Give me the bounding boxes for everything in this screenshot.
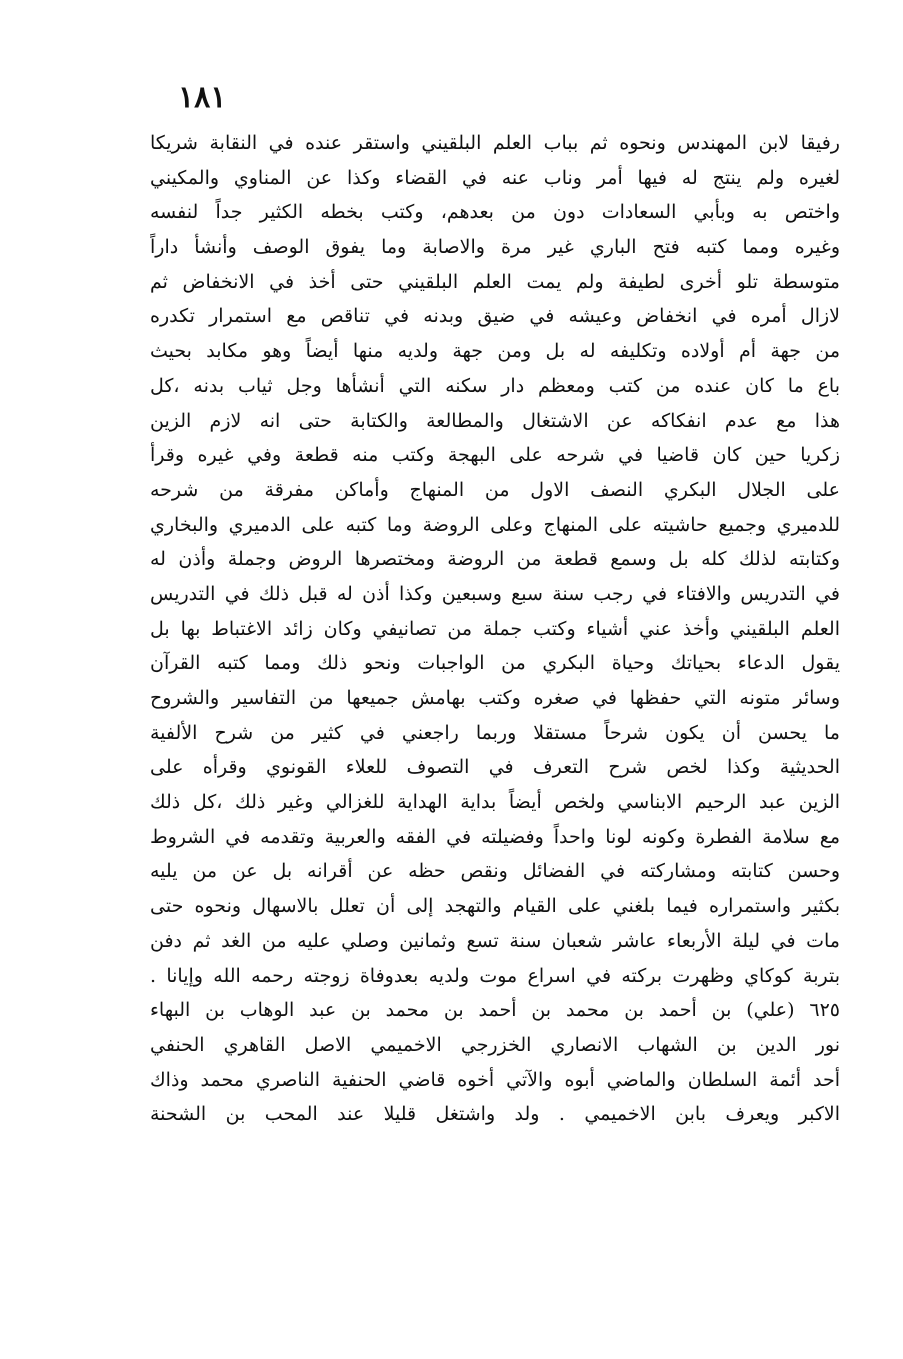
text-line: هذا مع عدم انفكاكه عن الاشتغال والمطالعة والكتابة حتى انه لازم الزين — [150, 409, 840, 432]
text-line: للدميري وجميع حاشيته على المنهاج وعلى الروضة وما كتبه على الدميري والبخاري — [150, 513, 840, 536]
text-line: من جهة أم أولاده وتكليفه له بل ومن جهة ولديه منها أيضاً وهو مكابد بحيث — [150, 340, 840, 363]
text-line: وسائر متونه التي حفظها في صغره وكتب بهامش جميعها من التفاسير والشروح — [150, 687, 840, 709]
text-line: العلم البلقيني وأخذ عني أشياء وكتب جملة من تصانيفي وكان زائد الاغتباط بها بل — [150, 617, 840, 640]
text-line: واختص به وبأبي السعادات دون من بعدهم، وكتب بخطه الكثير جداً لنفسه — [150, 201, 840, 224]
text-line: الزين عبد الرحيم الابناسي ولخص أيضاً بداية الهداية للغزالي وغير ذلك ،كل ذلك — [150, 791, 840, 814]
text-line: أحد أئمة السلطان والماضي أبوه والآتي أخوه قاضي الحنفية الناصري محمد وذاك — [150, 1068, 840, 1091]
text-line: نور الدين بن الشهاب الانصاري الخزرجي الاخميمي الاصل القاهري الحنفي — [150, 1033, 840, 1056]
text-line: باع ما كان عنده من كتب ومعظم دار سكنه التي أنشأها وجل ثياب بدنه ،كل — [150, 374, 840, 397]
text-line: وغيره ومما كتبه فتح الباري غير مرة والاصابة وما يفوق الوصف وأنشأ داراً — [150, 236, 840, 259]
text-line: الاكبر ويعرف بابن الاخميمي . ولد واشتغل قليلا عند المحب بن الشحنة — [150, 1103, 840, 1126]
text-line: متوسطة تلو أخرى لطيفة ولم يمت العلم البلقيني حتى أخذ في الانخفاض ثم — [150, 270, 840, 293]
page-number: ١٨١ — [178, 80, 227, 115]
text-line: مات في ليلة الأربعاء عاشر شعبان سنة تسع وثمانين وصلي عليه من الغد ثم دفن — [150, 929, 840, 952]
text-line: في التدريس والافتاء في رجب سنة سبع وسبعين وكذا أذن له قبل ذلك في التدريس — [150, 582, 840, 605]
text-line: زكريا حين كان قاضيا في شرحه على البهجة وكتب منه قطعة وفي غيره وقرأ — [150, 444, 840, 467]
text-line: بتربة كوكاي وظهرت بركته في اسراع موت ولديه بعدوفاة زوجته رحمه الله وإيانا . — [150, 964, 840, 987]
text-line: ما يحسن أن يكون شرحاً مستقلا وربما راجعني في كثير من شرح الألفية — [150, 721, 840, 744]
text-line: لغيره ولم ينتج له فيها أمر وناب عنه في القضاء وكذا عن المناوي والمكيني — [150, 166, 840, 189]
text-line: على الجلال البكري النصف الاول من المنهاج وأماكن مفرقة من شرحه — [150, 478, 840, 501]
text-line: مع سلامة الفطرة وكونه لونا واحداً وفضيلته في الفقه والعربية وتقدمه في الشروط — [150, 825, 840, 848]
text-line: بكثير واستمراره فيما بلغني على القيام والتهجد إلى أن تعلل بالاسهال ونحوه حتى — [150, 895, 840, 918]
text-line: وحسن كتابته ومشاركته في الفضائل ونقص حظه عن أقرانه بل عن من يليه — [150, 860, 840, 883]
text-line: وكتابته لذلك كله بل وسمع قطعة من الروضة ومختصرها الروض وجملة وأذن له — [150, 548, 840, 571]
text-line: رفيقا لابن المهندس ونحوه ثم بباب العلم البلقيني واستقر عنده في النقابة شريكا — [150, 132, 840, 154]
text-line: يقول الدعاء بحياتك وحياة البكري من الواجبات ونحو ذلك ومما كتبه القرآن — [150, 652, 840, 675]
text-line: الحديثية وكذا لخص شرح التعرف في التصوف للعلاء القونوي وقرأه على — [150, 756, 840, 779]
body-text — [150, 126, 840, 1132]
entry-heading-line: ٦٢٥ (علي) بن أحمد بن محمد بن أحمد بن محمد بن عبد الوهاب بن البهاء — [150, 999, 840, 1022]
text-line: لازال أمره في انخفاض وعيشه في ضيق وبدنه في تناقص مع استمرار تكدره — [150, 305, 840, 328]
